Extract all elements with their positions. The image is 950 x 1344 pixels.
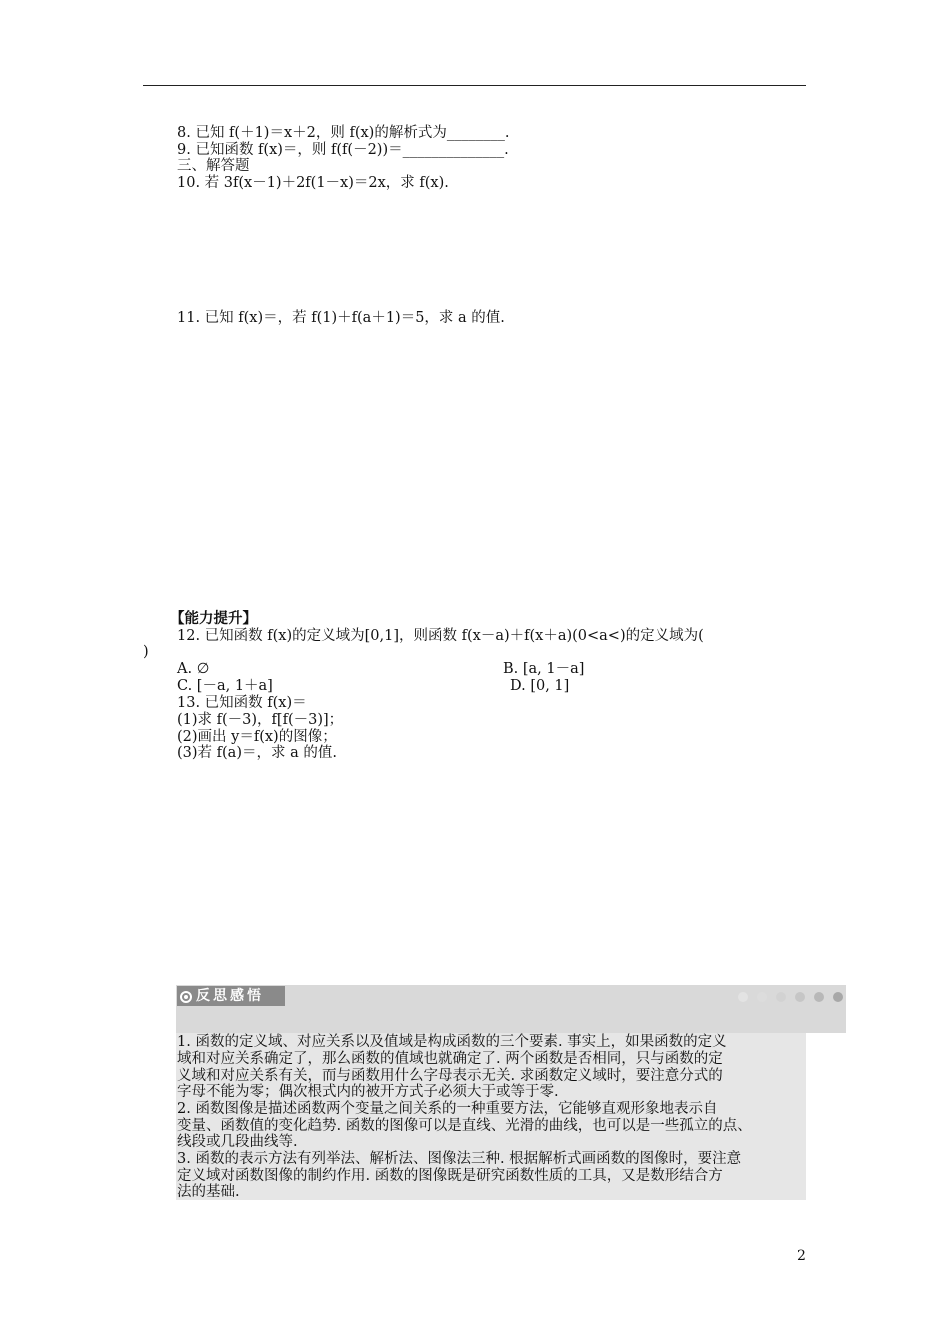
reflection-line: 法的基础. bbox=[177, 1184, 240, 1200]
reflection-line: 3. 函数的表示方法有列举法、解析法、图像法三种. 根据解析式画函数的图像时，要注意 bbox=[177, 1151, 742, 1167]
reflection-title bbox=[177, 986, 285, 1006]
question-13-part-2: (2)画出 y＝f(x)的图像； bbox=[177, 729, 337, 745]
dot-icon bbox=[814, 992, 824, 1002]
reflection-line: 1. 函数的定义域、对应关系以及值域是构成函数的三个要素. 事实上，如果函数的定义 bbox=[177, 1034, 727, 1050]
question-13-part-3: (3)若 f(a)＝，求 a 的值. bbox=[177, 745, 337, 761]
reflection-line: 域和对应关系确定了，那么函数的值域也就确定了. 两个函数是否相同，只与函数的定 bbox=[177, 1051, 723, 1067]
question-11: 11. 已知 f(x)＝，若 f(1)＋f(a＋1)＝5，求 a 的值. bbox=[177, 310, 505, 326]
option-a: A. ∅ bbox=[177, 661, 210, 677]
option-c: C. [－a, 1＋a] bbox=[177, 678, 273, 694]
reflection-line: 义域和对应关系有关，而与函数用什么字母表示无关. 求函数定义域时，要注意分式的 bbox=[177, 1068, 723, 1084]
question-12: 12. 已知函数 f(x)的定义域为[0,1]，则函数 f(x－a)＋f(x＋a)(0<a<)的定义域为( bbox=[177, 628, 704, 644]
decorative-dots bbox=[738, 990, 852, 1006]
question-10: 10. 若 3f(x－1)＋2f(1－x)＝2x，求 f(x). bbox=[177, 175, 449, 191]
dot-icon bbox=[776, 992, 786, 1002]
dot-icon bbox=[757, 992, 767, 1002]
question-12-paren: ) bbox=[143, 644, 149, 660]
dot-icon bbox=[833, 992, 843, 1002]
section-heading-answers: 三、解答题 bbox=[177, 158, 250, 174]
reflection-line: 线段或几段曲线等. bbox=[177, 1134, 298, 1150]
header-rule bbox=[143, 85, 806, 86]
reflection-line: 变量、函数值的变化趋势. 函数的图像可以是直线、光滑的曲线，也可以是一些孤立的点、 bbox=[177, 1118, 752, 1134]
option-d: D. [0, 1] bbox=[510, 678, 570, 694]
option-b: B. [a, 1－a] bbox=[503, 661, 585, 677]
target-icon bbox=[180, 991, 192, 1003]
question-9: 9. 已知函数 f(x)＝，则 f(f(－2))＝______________. bbox=[177, 142, 509, 158]
ability-heading: 【能力提升】 bbox=[170, 610, 257, 627]
question-13: 13. 已知函数 f(x)＝ bbox=[177, 695, 307, 711]
page-number: 2 bbox=[797, 1248, 806, 1264]
reflection-title-text: 反思感悟 bbox=[196, 988, 264, 1004]
reflection-line: 字母不能为零；偶次根式内的被开方式子必须大于或等于零. bbox=[177, 1084, 559, 1100]
reflection-line: 2. 函数图像是描述函数两个变量之间关系的一种重要方法，它能够直观形象地表示自 bbox=[177, 1101, 718, 1117]
question-8: 8. 已知 f(＋1)＝x＋2，则 f(x)的解析式为________. bbox=[177, 125, 510, 141]
dot-icon bbox=[738, 992, 748, 1002]
reflection-line: 定义域对函数图像的制约作用. 函数的图像既是研究函数性质的工具，又是数形结合方 bbox=[177, 1168, 723, 1184]
question-13-part-1: (1)求 f(－3)，f[f(－3)]； bbox=[177, 712, 344, 728]
dot-icon bbox=[795, 992, 805, 1002]
